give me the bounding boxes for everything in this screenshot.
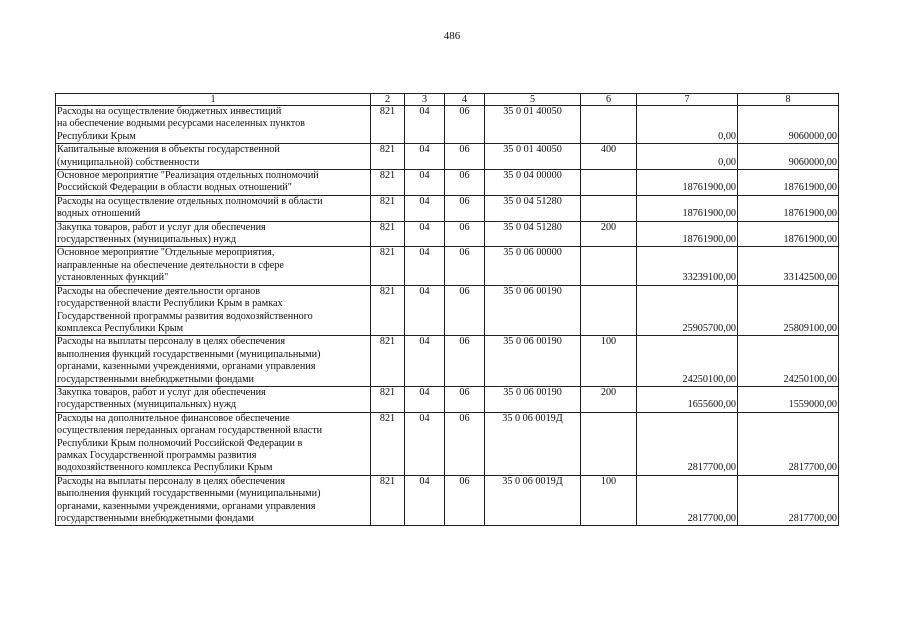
ministry-code-cell: 821 [371,285,405,336]
table-row [56,170,839,196]
amount-col7-cell: 24250100,00 [637,336,738,387]
expense-name-line: выполнения функций государственными (муниципальными) [57,348,321,360]
table-row [56,144,839,170]
column-header: 3 [405,94,445,106]
ministry-code-cell: 821 [371,195,405,221]
column-header: 7 [637,94,738,106]
ministry-code-cell: 821 [371,106,405,144]
expense-name-line: водных отношений [57,208,141,220]
column-header: 8 [738,94,839,106]
subsection-code-cell: 06 [445,285,485,336]
subsection-code-cell: 06 [445,247,485,285]
expense-name-line: Расходы на осуществление отдельных полномочий в области [57,195,323,207]
section-code-cell: 04 [405,195,445,221]
expense-name-line: органами, казенными учреждениями, органами управления [57,500,316,512]
amount-col7-cell: 0,00 [637,106,738,144]
amount-col7-cell: 25905700,00 [637,285,738,336]
expense-name-line: государственными внебюджетными фондами [57,373,254,385]
ministry-code-cell: 821 [371,336,405,387]
table-row [56,412,839,475]
expense-name-line: Основное мероприятие "Отдельные мероприятия, [57,247,275,259]
section-code-cell: 04 [405,221,445,247]
column-header: 2 [371,94,405,106]
section-code-cell: 04 [405,475,445,526]
ministry-code-cell: 821 [371,221,405,247]
target-article-cell: 35 0 04 00000 [485,170,581,196]
section-code-cell: 04 [405,170,445,196]
subsection-code-cell: 06 [445,221,485,247]
table-row [56,336,839,387]
target-article-cell: 35 0 06 00000 [485,247,581,285]
ministry-code-cell: 821 [371,412,405,475]
expense-type-cell: 200 [581,386,637,412]
expense-type-cell: 100 [581,475,637,526]
target-article-cell: 35 0 06 0019Д [485,412,581,475]
amount-col8-cell: 18761900,00 [738,195,839,221]
section-code-cell: 04 [405,247,445,285]
amount-col7-cell: 2817700,00 [637,475,738,526]
target-article-cell: 35 0 06 00190 [485,386,581,412]
amount-col8-cell: 2817700,00 [738,412,839,475]
amount-col8-cell: 25809100,00 [738,285,839,336]
subsection-code-cell: 06 [445,195,485,221]
expense-type-cell [581,106,637,144]
expense-name-cell [56,195,371,221]
expense-name-line: Закупка товаров, работ и услуг для обеспечения [57,386,266,398]
expense-name-line: государственных (муниципальных) нужд [57,234,237,246]
expense-type-cell [581,285,637,336]
expense-type-cell: 100 [581,336,637,387]
target-article-cell: 35 0 04 51280 [485,221,581,247]
expense-name-line: Капитальные вложения в объекты государственной [57,144,280,156]
ministry-code-cell: 821 [371,247,405,285]
expense-type-cell: 400 [581,144,637,170]
expense-name-line: Российской Федерации в области водных отношений" [57,182,292,194]
budget-table [55,93,839,526]
subsection-code-cell: 06 [445,144,485,170]
expense-name-line: на обеспечение водными ресурсами населенных пунктов [57,118,305,130]
subsection-code-cell: 06 [445,475,485,526]
table-row [56,475,839,526]
expense-name-line: Республики Крым [57,130,136,142]
expense-type-cell [581,412,637,475]
amount-col7-cell: 18761900,00 [637,221,738,247]
amount-col8-cell: 18761900,00 [738,170,839,196]
table-row [56,221,839,247]
amount-col8-cell: 1559000,00 [738,386,839,412]
column-header: 1 [56,94,371,106]
target-article-cell: 35 0 01 40050 [485,106,581,144]
expense-name-line: Государственной программы развития водохозяйственного [57,310,313,322]
table-row [56,195,839,221]
expense-type-cell [581,195,637,221]
expense-name-line: выполнения функций государственными (муниципальными) [57,488,321,500]
expense-name-line: водохозяйственного комплекса Республики Крым [57,462,273,474]
expense-name-line: (муниципальной) собственности [57,156,200,168]
amount-col7-cell: 2817700,00 [637,412,738,475]
expense-name-line: комплекса Республики Крым [57,322,184,334]
amount-col8-cell: 24250100,00 [738,336,839,387]
section-code-cell: 04 [405,106,445,144]
expense-name-cell [56,475,371,526]
expense-name-cell [56,285,371,336]
expense-name-cell [56,336,371,387]
ministry-code-cell: 821 [371,144,405,170]
amount-col7-cell: 0,00 [637,144,738,170]
expense-name-line: органами, казенными учреждениями, органами управления [57,361,316,373]
target-article-cell: 35 0 04 51280 [485,195,581,221]
expense-name-line: Основное мероприятие "Реализация отдельных полномочий [57,170,319,182]
table-row [56,247,839,285]
expense-name-line: Расходы на осуществление бюджетных инвестиций [57,106,282,117]
expense-name-line: рамках Государственной программы развития [57,449,257,461]
amount-col7-cell: 18761900,00 [637,195,738,221]
expense-name-line: Расходы на выплаты персоналу в целях обеспечения [57,336,286,348]
section-code-cell: 04 [405,285,445,336]
expense-name-cell [56,247,371,285]
section-code-cell: 04 [405,412,445,475]
subsection-code-cell: 06 [445,170,485,196]
amount-col7-cell: 1655600,00 [637,386,738,412]
expense-name-cell [56,144,371,170]
target-article-cell: 35 0 06 0019Д [485,475,581,526]
table-header-row [56,94,839,106]
expense-type-cell [581,170,637,196]
amount-col7-cell: 18761900,00 [637,170,738,196]
table-row [56,285,839,336]
ministry-code-cell: 821 [371,386,405,412]
amount-col8-cell: 9060000,00 [738,106,839,144]
expense-name-line: государственной власти Республики Крым в рамках [57,298,283,310]
expense-name-cell [56,412,371,475]
table-row [56,106,839,144]
expense-name-line: Расходы на дополнительное финансовое обеспечение [57,412,290,424]
section-code-cell: 04 [405,144,445,170]
table-row [56,386,839,412]
section-code-cell: 04 [405,336,445,387]
expense-name-line: Расходы на обеспечение деятельности органов [57,285,261,297]
column-header: 6 [581,94,637,106]
subsection-code-cell: 06 [445,106,485,144]
expense-name-line: Закупка товаров, работ и услуг для обеспечения [57,221,266,233]
column-header: 5 [485,94,581,106]
target-article-cell: 35 0 06 00190 [485,285,581,336]
expense-type-cell [581,247,637,285]
expense-name-line: осуществления переданных органам государственной власти [57,425,323,437]
ministry-code-cell: 821 [371,170,405,196]
amount-col7-cell: 33239100,00 [637,247,738,285]
expense-name-line: установленных функций" [57,272,169,284]
column-header: 4 [445,94,485,106]
ministry-code-cell: 821 [371,475,405,526]
amount-col8-cell: 9060000,00 [738,144,839,170]
expense-name-line: Республики Крым полномочий Российской Федерации в [57,437,303,449]
amount-col8-cell: 18761900,00 [738,221,839,247]
subsection-code-cell: 06 [445,412,485,475]
expense-name-line: государственных (муниципальных) нужд [57,399,237,411]
expense-name-cell [56,106,371,144]
expense-name-line: Расходы на выплаты персоналу в целях обеспечения [57,475,286,487]
expense-type-cell: 200 [581,221,637,247]
target-article-cell: 35 0 06 00190 [485,336,581,387]
expense-name-cell [56,170,371,196]
subsection-code-cell: 06 [445,336,485,387]
expense-name-cell [56,221,371,247]
page-number: 486 [443,30,461,42]
amount-col8-cell: 2817700,00 [738,475,839,526]
amount-col8-cell: 33142500,00 [738,247,839,285]
expense-name-line: направленные на обеспечение деятельности в сфере [57,259,284,271]
expense-name-cell [56,386,371,412]
subsection-code-cell: 06 [445,386,485,412]
target-article-cell: 35 0 01 40050 [485,144,581,170]
expense-name-line: государственными внебюджетными фондами [57,513,254,524]
section-code-cell: 04 [405,386,445,412]
